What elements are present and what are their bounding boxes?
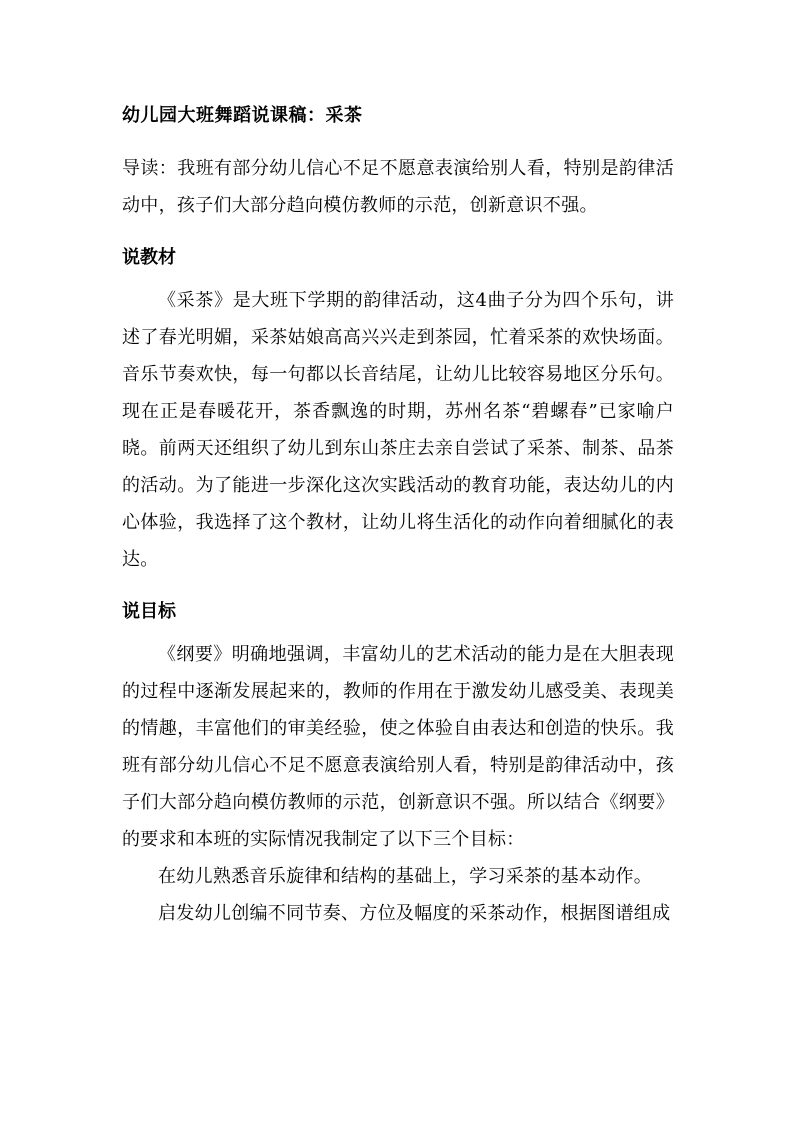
section-heading: 说教材 [122,247,176,268]
section-paragraph: 《纲要》明确地强调，丰富幼儿的艺术活动的能力是在大胆表现的过程中逐渐发展起来的，教师的作用在于激发幼儿感受美、表现美的情趣，丰富他们的审美经验，使之体验自由表达和创造的快乐。我班有部分幼儿信心不足不愿意表演给别人看，特别是韵律活动中，孩子们大部分趋向模仿教师的示范，创新意识不强。所以结合《纲要》的要求和本班的实际情况我制定了以下三个目标： [122,644,674,850]
objective-item: 在幼儿熟悉音乐旋律和结构的基础上，学习采茶的基本动作。 [158,866,653,887]
document-body [122,100,674,950]
objective-item: 启发幼儿创编不同节奏、方位及幅度的采茶动作，根据图谱组成 [158,903,671,924]
intro-paragraph: 导读：我班有部分幼儿信心不足不愿意表演给别人看，特别是韵律活动中，孩子们大部分趋向模仿教师的示范，创新意识不强。 [122,158,674,216]
document-title: 幼儿园大班舞蹈说课稿：采茶 [122,105,363,126]
section-heading: 说目标 [122,601,176,622]
section-teaching-material [122,242,674,578]
section-paragraph: 《采茶》是大班下学期的韵律活动，这4曲子分为四个乐句，讲述了春光明媚，采茶姑娘高高兴兴走到茶园，忙着采茶的欢快场面。音乐节奏欢快，每一句都以长音结尾，让幼儿比较容易地区分乐句。现在正是春暖花开，茶香飘逸的时期，苏州名茶“碧螺春”已家喻户晓。前两天还组织了幼儿到东山茶庄去亲自尝试了采茶、制茶、品茶的活动。为了能进一步深化这次实践活动的教育功能，表达幼儿的内心体验，我选择了这个教材，让幼儿将生活化的动作向着细腻化的表达。 [122,290,674,570]
section-objectives [122,596,674,932]
